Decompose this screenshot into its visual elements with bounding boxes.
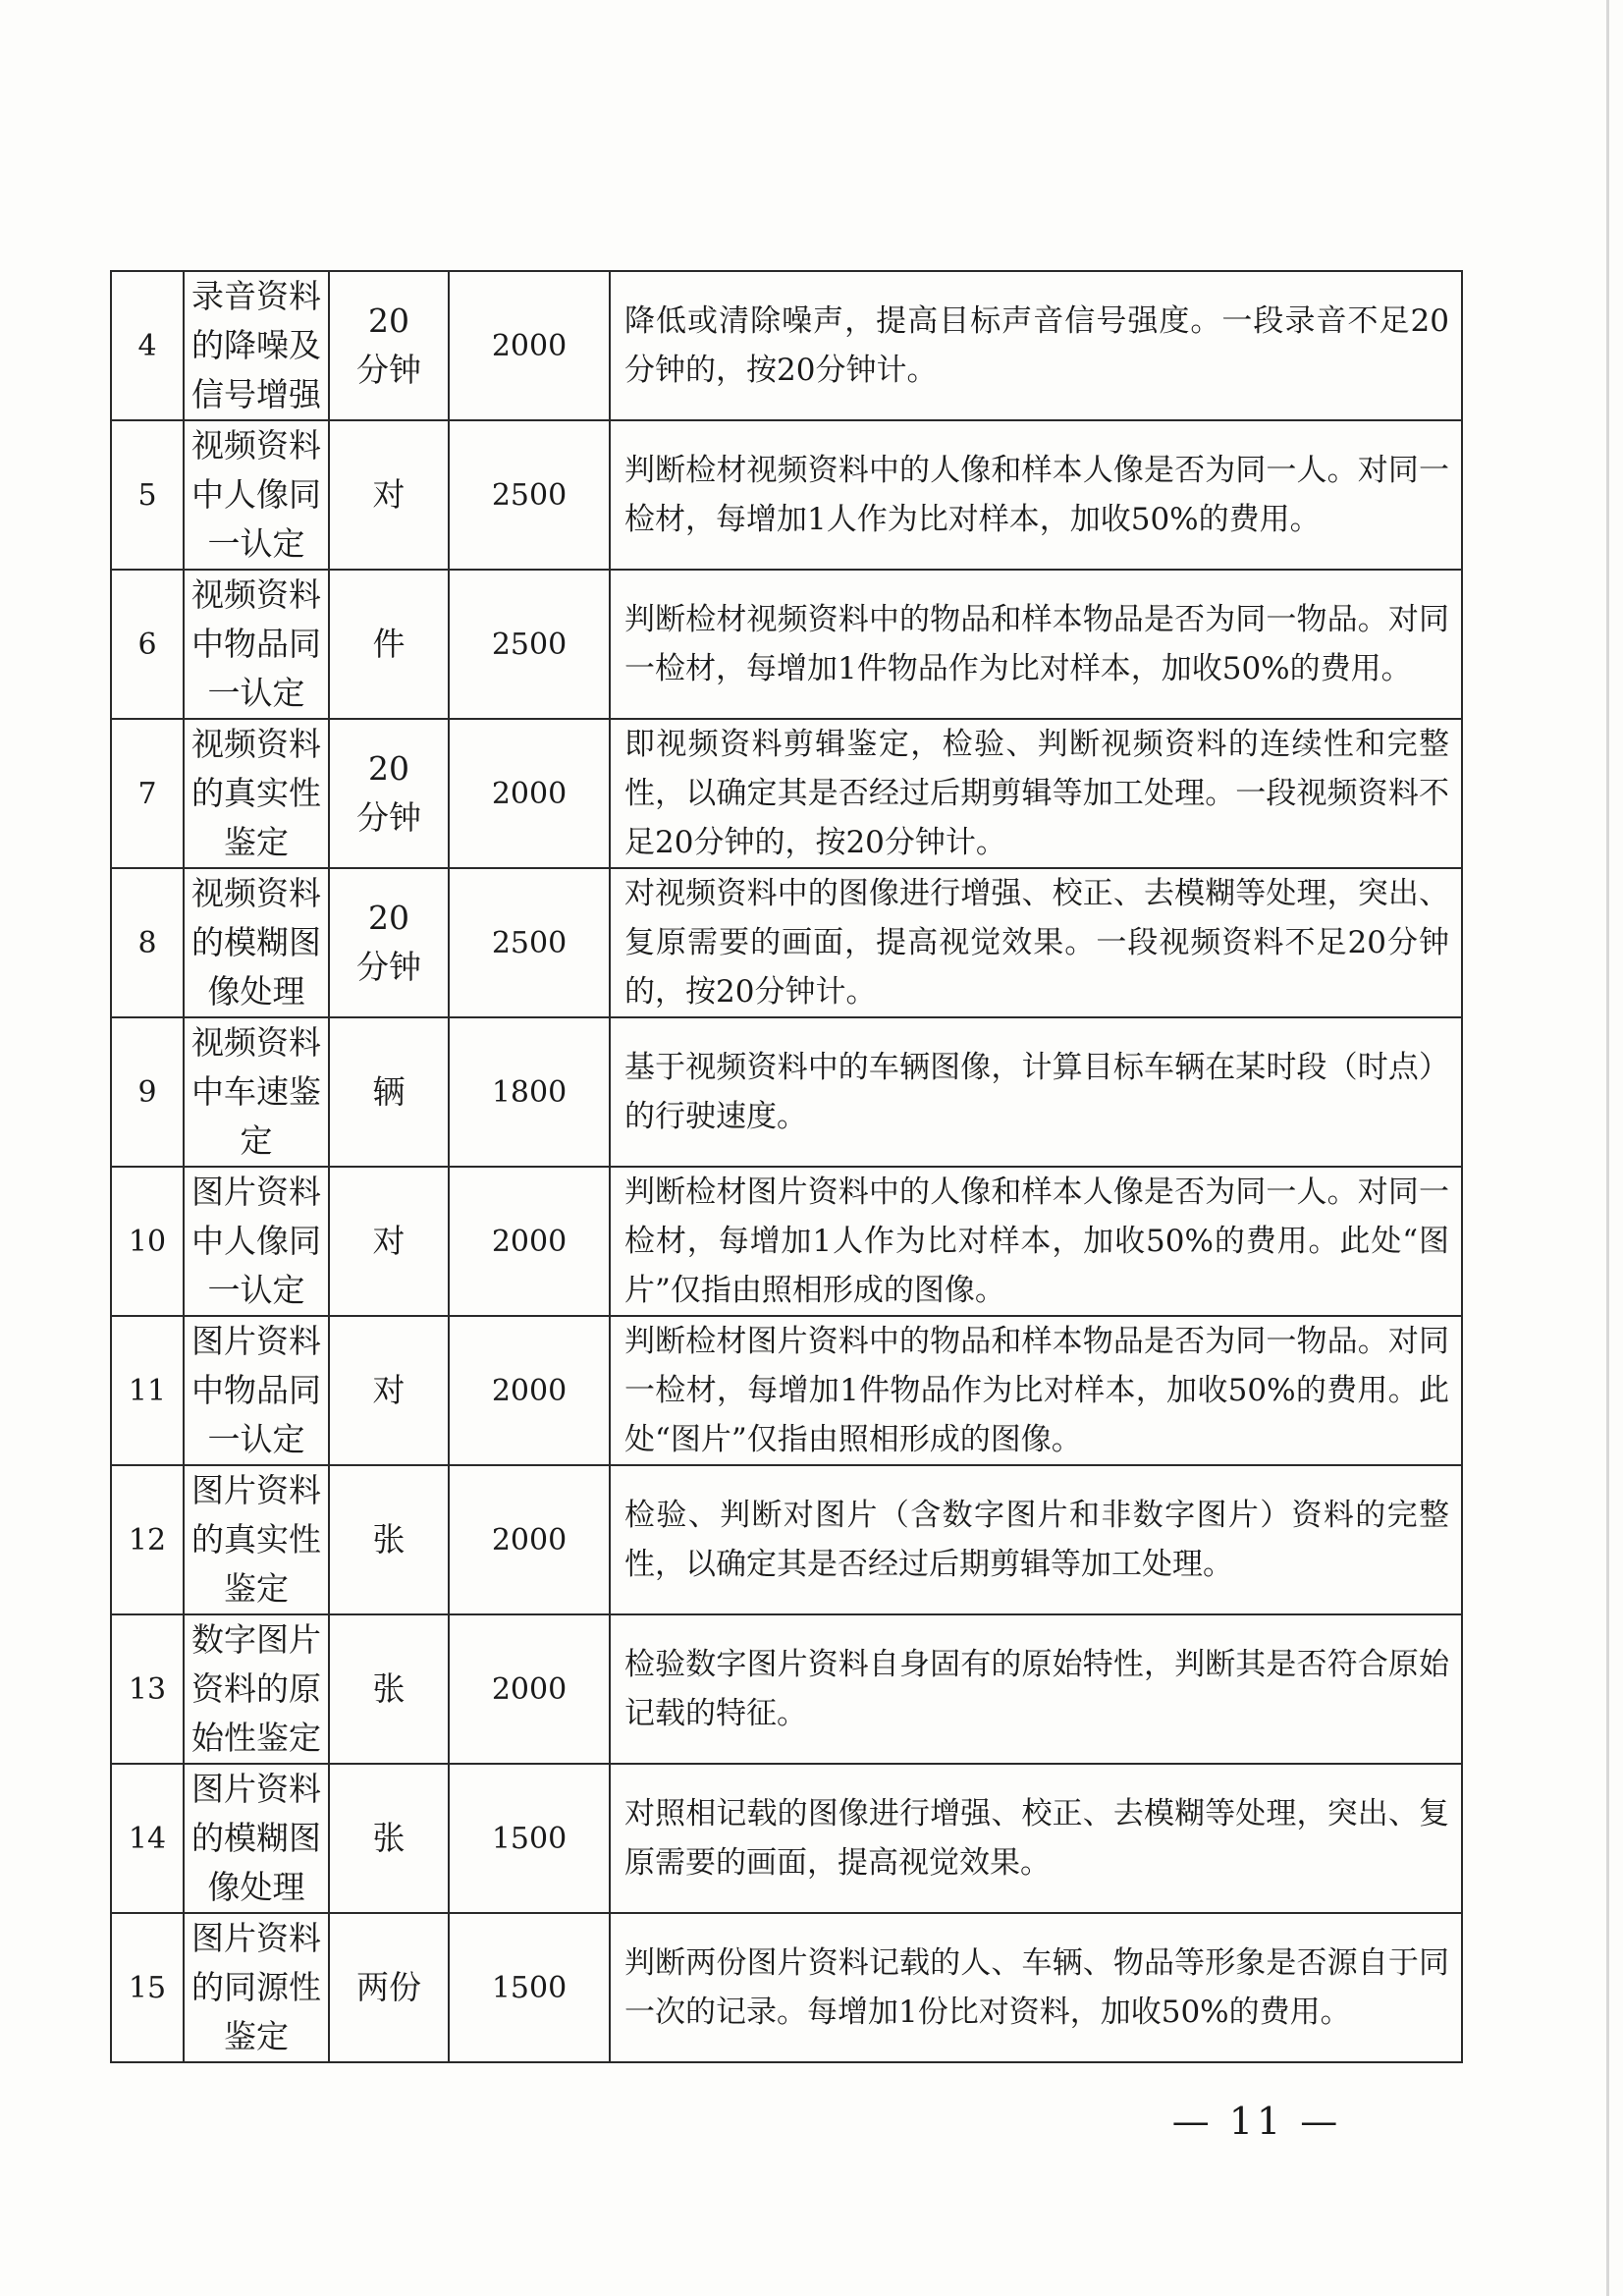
row-number: 11 — [111, 1316, 184, 1465]
unit: 张 — [372, 1520, 406, 1558]
row-number: 13 — [111, 1614, 184, 1764]
unit-cell — [329, 570, 449, 719]
table-row — [111, 1465, 1462, 1614]
unit-cell — [329, 1316, 449, 1465]
item-name-cell — [184, 1614, 329, 1764]
table-row — [111, 271, 1462, 420]
unit-cell — [329, 1913, 449, 2062]
unit-cell — [329, 1017, 449, 1167]
unit: 对 — [372, 475, 406, 514]
unit-cell — [329, 1167, 449, 1316]
item-name: 图片资料的模糊图像处理 — [191, 1770, 321, 1906]
description: 对照相记载的图像进行增强、校正、去模糊等处理，突出、复原需要的画面，提高视觉效果。 — [610, 1764, 1462, 1913]
table-row — [111, 868, 1462, 1017]
unit: 两份 — [356, 1968, 421, 2006]
fee: 2000 — [449, 1167, 610, 1316]
row-number: 14 — [111, 1764, 184, 1913]
table-row — [111, 420, 1462, 570]
unit: 20分钟 — [356, 899, 421, 986]
fee: 1500 — [449, 1764, 610, 1913]
description: 判断检材图片资料中的物品和样本物品是否为同一物品。对同一检材，每增加1件物品作为比对样本，加收50%的费用。此处“图片”仅指由照相形成的图像。 — [610, 1316, 1462, 1465]
row-number: 4 — [111, 271, 184, 420]
item-name: 录音资料的降噪及信号增强 — [191, 277, 321, 413]
fee: 2000 — [449, 1465, 610, 1614]
unit-cell — [329, 420, 449, 570]
row-number: 7 — [111, 719, 184, 868]
item-name: 视频资料中车速鉴定 — [191, 1023, 321, 1160]
row-number: 15 — [111, 1913, 184, 2062]
page-number: — 11 — — [1171, 2100, 1342, 2143]
fee: 2000 — [449, 1316, 610, 1465]
row-number: 9 — [111, 1017, 184, 1167]
description: 基于视频资料中的车辆图像，计算目标车辆在某时段（时点）的行驶速度。 — [610, 1017, 1462, 1167]
item-name: 图片资料的同源性鉴定 — [191, 1919, 321, 2055]
description: 即视频资料剪辑鉴定，检验、判断视频资料的连续性和完整性，以确定其是否经过后期剪辑等加工处理。一段视频资料不足20分钟的，按20分钟计。 — [610, 719, 1462, 868]
unit-cell — [329, 868, 449, 1017]
row-number: 5 — [111, 420, 184, 570]
item-name: 视频资料的模糊图像处理 — [191, 874, 321, 1011]
unit-cell — [329, 1465, 449, 1614]
item-name: 图片资料中物品同一认定 — [191, 1322, 321, 1458]
unit: 张 — [372, 1669, 406, 1708]
fee: 2000 — [449, 271, 610, 420]
description: 判断两份图片资料记载的人、车辆、物品等形象是否源自于同一次的记录。每增加1份比对资料，加收50%的费用。 — [610, 1913, 1462, 2062]
fee: 1500 — [449, 1913, 610, 2062]
description: 判断检材视频资料中的人像和样本人像是否为同一人。对同一检材，每增加1人作为比对样本，加收50%的费用。 — [610, 420, 1462, 570]
fee: 2000 — [449, 719, 610, 868]
unit-cell — [329, 1764, 449, 1913]
item-name-cell — [184, 1017, 329, 1167]
row-number: 6 — [111, 570, 184, 719]
row-number: 12 — [111, 1465, 184, 1614]
item-name-cell — [184, 868, 329, 1017]
unit: 20分钟 — [356, 749, 421, 837]
fee: 2500 — [449, 420, 610, 570]
item-name: 数字图片资料的原始性鉴定 — [191, 1620, 321, 1757]
item-name-cell — [184, 1913, 329, 2062]
item-name: 图片资料的真实性鉴定 — [191, 1471, 321, 1608]
item-name-cell — [184, 420, 329, 570]
item-name-cell — [184, 570, 329, 719]
unit: 对 — [372, 1371, 406, 1409]
item-name-cell — [184, 271, 329, 420]
table-row — [111, 1913, 1462, 2062]
description: 检验、判断对图片（含数字图片和非数字图片）资料的完整性，以确定其是否经过后期剪辑等加工处理。 — [610, 1465, 1462, 1614]
unit: 对 — [372, 1222, 406, 1260]
item-name-cell — [184, 1167, 329, 1316]
table-row — [111, 1316, 1462, 1465]
item-name: 视频资料的真实性鉴定 — [191, 725, 321, 861]
unit: 件 — [372, 625, 406, 663]
fee-table-body — [111, 271, 1462, 2062]
fee: 2000 — [449, 1614, 610, 1764]
table-row — [111, 719, 1462, 868]
description: 判断检材视频资料中的物品和样本物品是否为同一物品。对同一检材，每增加1件物品作为比对样本，加收50%的费用。 — [610, 570, 1462, 719]
description: 降低或清除噪声，提高目标声音信号强度。一段录音不足20分钟的，按20分钟计。 — [610, 271, 1462, 420]
item-name-cell — [184, 1465, 329, 1614]
fee: 2500 — [449, 868, 610, 1017]
unit: 20分钟 — [356, 301, 421, 389]
unit-cell — [329, 271, 449, 420]
description: 对视频资料中的图像进行增强、校正、去模糊等处理，突出、复原需要的画面，提高视觉效果。一段视频资料不足20分钟的，按20分钟计。 — [610, 868, 1462, 1017]
fee: 2500 — [449, 570, 610, 719]
row-number: 8 — [111, 868, 184, 1017]
fee: 1800 — [449, 1017, 610, 1167]
item-name-cell — [184, 1316, 329, 1465]
item-name-cell — [184, 1764, 329, 1913]
fee-table — [110, 270, 1463, 2063]
table-row — [111, 1614, 1462, 1764]
item-name: 图片资料中人像同一认定 — [191, 1173, 321, 1309]
unit: 辆 — [372, 1072, 406, 1111]
table-row — [111, 1017, 1462, 1167]
item-name: 视频资料中物品同一认定 — [191, 575, 321, 712]
item-name-cell — [184, 719, 329, 868]
description: 判断检材图片资料中的人像和样本人像是否为同一人。对同一检材，每增加1人作为比对样本，加收50%的费用。此处“图片”仅指由照相形成的图像。 — [610, 1167, 1462, 1316]
row-number: 10 — [111, 1167, 184, 1316]
description: 检验数字图片资料自身固有的原始特性，判断其是否符合原始记载的特征。 — [610, 1614, 1462, 1764]
table-row — [111, 1764, 1462, 1913]
scan-edge — [1606, 0, 1609, 2296]
item-name: 视频资料中人像同一认定 — [191, 426, 321, 563]
unit-cell — [329, 719, 449, 868]
unit-cell — [329, 1614, 449, 1764]
table-row — [111, 1167, 1462, 1316]
unit: 张 — [372, 1819, 406, 1857]
table-row — [111, 570, 1462, 719]
